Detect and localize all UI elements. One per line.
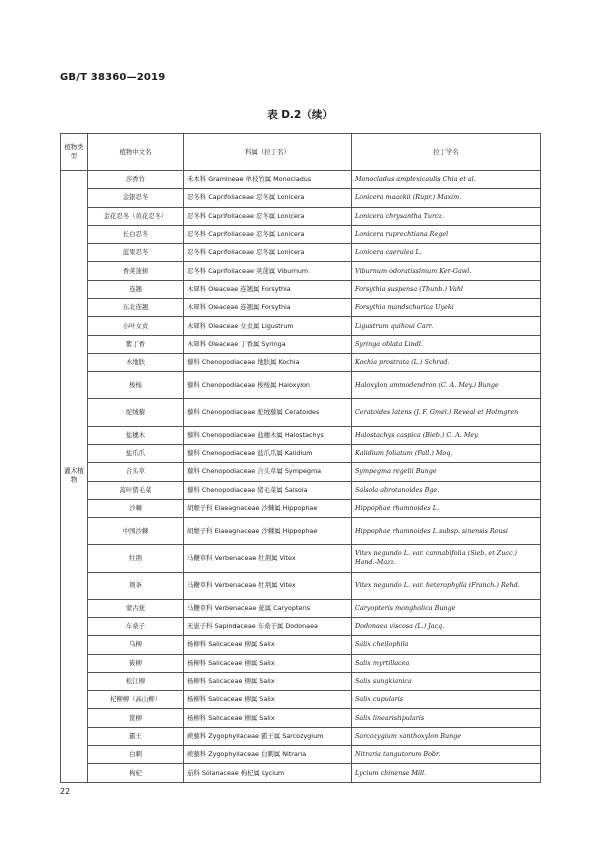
family-genus-cell: 胡颓子科 Elaeagnaceae 沙棘属 Hippophae [184,518,352,545]
latin-name-cell: Halostachys caspica (Bieb.) C. A. Mey. [352,426,541,444]
chinese-name-cell: 筐柳 [88,709,184,727]
family-genus-cell: 杨柳科 Salicaceae 柳属 Salix [184,691,352,709]
chinese-name-cell: 木地肤 [88,353,184,371]
family-genus-cell: 藜科 Chenopodiaceae 盐穗木属 Halostachys [184,426,352,444]
standard-number: GB/T 38360—2019 [60,72,166,83]
table-row [61,746,541,764]
family-genus-cell: 马鞭草科 Verbenaceae 牡荆属 Vitex [184,545,352,572]
table-row [61,189,541,207]
latin-name-cell: Salix sungkianica [352,672,541,690]
chinese-name-cell: 梭梭 [88,372,184,399]
table-caption: 表 D.2（续） [267,109,333,121]
table-row [61,280,541,298]
species-table [60,133,541,783]
family-genus-cell: 木犀科 Oleaceae 女贞属 Ligustrum [184,317,352,335]
family-genus-cell: 杨柳科 Salicaceae 柳属 Salix [184,654,352,672]
latin-name-cell: Caryopteris mongholica Bunge [352,599,541,617]
family-genus-cell: 杨柳科 Salicaceae 柳属 Salix [184,672,352,690]
table-row [61,335,541,353]
chinese-name-cell: 霸王 [88,727,184,745]
latin-name-cell: Monocladus amplexicaulis Chia et al. [352,171,541,189]
table-row [61,207,541,225]
chinese-name-cell: 蒿叶猪毛菜 [88,481,184,499]
header-plant-type: 植物类型 [61,134,88,171]
table-row [61,426,541,444]
table-row [61,709,541,727]
family-genus-cell: 藜科 Chenopodiaceae 驼绒藜属 Ceratoides [184,399,352,426]
page-number: 22 [60,787,71,796]
latin-name-cell: Kochia prostrata (L.) Schrad. [352,353,541,371]
chinese-name-cell: 合头草 [88,463,184,481]
chinese-name-cell: 莎香竹 [88,171,184,189]
family-genus-cell: 藜科 Chenopodiaceae 合头草属 Sympegma [184,463,352,481]
chinese-name-cell: 小叶女贞 [88,317,184,335]
family-genus-cell: 木犀科 Oleaceae 丁香属 Syringa [184,335,352,353]
latin-name-cell: Salix myrtillacea [352,654,541,672]
chinese-name-cell: 车桑子 [88,617,184,635]
table-row [61,654,541,672]
chinese-name-cell: 蓝果忍冬 [88,244,184,262]
latin-name-cell: Viburnum odoratissimum Ker-Gawl. [352,262,541,280]
family-genus-cell: 忍冬科 Caprifoliaceae 忍冬属 Lonicera [184,225,352,243]
chinese-name-cell: 盐穗木 [88,426,184,444]
family-genus-cell: 忍冬科 Caprifoliaceae 忍冬属 Lonicera [184,244,352,262]
table-row [61,672,541,690]
table-row [61,463,541,481]
chinese-name-cell: 枸杞 [88,764,184,782]
latin-name-cell: Salix cheilophila [352,636,541,654]
chinese-name-cell: 盐爪爪 [88,444,184,462]
table-row [61,399,541,426]
latin-name-cell: Ceratoides latens (J. F. Gmel.) Reveal et Holmgren [352,399,541,426]
chinese-name-cell: 香荚蒾树 [88,262,184,280]
family-genus-cell: 无患子科 Sapindaceae 车桑子属 Dodonaea [184,617,352,635]
latin-name-cell: Haloxylon ammodendron (C. A. Mey.) Bunge [352,372,541,399]
table-row [61,545,541,572]
latin-name-cell: Lonicera maackii (Rupr.) Maxim. [352,189,541,207]
chinese-name-cell: 东北连翘 [88,299,184,317]
latin-name-cell: Sympegma regelii Bunge [352,463,541,481]
table-row [61,499,541,517]
chinese-name-cell: 驼绒藜 [88,399,184,426]
table-row [61,636,541,654]
latin-name-cell: Ligustrum quihoui Carr. [352,317,541,335]
latin-name-cell: Forsythia suspensa (Thunb.) Vahl [352,280,541,298]
family-genus-cell: 忍冬科 Caprifoliaceae 忍冬属 Lonicera [184,189,352,207]
table-row [61,691,541,709]
chinese-name-cell: 蒙古莸 [88,599,184,617]
table-row [61,317,541,335]
chinese-name-cell: 金银忍冬 [88,189,184,207]
table-row [61,764,541,782]
table-row [61,171,541,189]
chinese-name-cell: 连翘 [88,280,184,298]
chinese-name-cell: 沙棘 [88,499,184,517]
chinese-name-cell: 杞柳柳（高山柳） [88,691,184,709]
table-row [61,599,541,617]
table-row [61,572,541,599]
header-family-genus: 科属（拉丁名） [184,134,352,171]
latin-name-cell: Vitex negundo L. var. heterophylla (Franch.) Rehd. [352,572,541,599]
family-genus-cell: 藜科 Chenopodiaceae 梭梭属 Haloxylon [184,372,352,399]
table-row [61,299,541,317]
latin-name-cell: Lonicera chrysantha Turcz. [352,207,541,225]
latin-name-cell: Lonicera ruprechtiana Regel [352,225,541,243]
header-chinese-name: 植物中文名 [88,134,184,171]
latin-name-cell: Sarcozygium xanthoxylon Bunge [352,727,541,745]
table-row [61,244,541,262]
latin-name-cell: Hippophae rhamnoides L.subsp. sinensis Rousi [352,518,541,545]
family-genus-cell: 杨柳科 Salicaceae 柳属 Salix [184,636,352,654]
plant-type-cell: 灌木植物 [61,171,88,783]
family-genus-cell: 藜科 Chenopodiaceae 猪毛菜属 Salsola [184,481,352,499]
family-genus-cell: 忍冬科 Caprifoliaceae 忍冬属 Lonicera [184,207,352,225]
latin-name-cell: Salsola abrotanoides Bge. [352,481,541,499]
latin-name-cell: Syringa oblata Lindl. [352,335,541,353]
family-genus-cell: 马鞭草科 Verbenaceae 牡荆属 Vitex [184,572,352,599]
latin-name-cell: Forsythia mandschurica Uyeki [352,299,541,317]
latin-name-cell: Vitex negundo L. var. cannabifolia (Sieb. et Zucc.) Hand.-Mazz. [352,545,541,572]
latin-name-cell: Lonicera caerulea L. [352,244,541,262]
latin-name-cell: Nitraria tangutorum Bobr. [352,746,541,764]
chinese-name-cell: 乌柳 [88,636,184,654]
latin-name-cell: Salix linearistipularis [352,709,541,727]
header-latin-name: 拉丁学名 [352,134,541,171]
table-row [61,372,541,399]
family-genus-cell: 藜科 Chenopodiaceae 盐爪爪属 Kalidium [184,444,352,462]
chinese-name-cell: 长白忍冬 [88,225,184,243]
table-row [61,225,541,243]
family-genus-cell: 藜科 Chenopodiaceae 地肤属 Kochia [184,353,352,371]
family-genus-cell: 茄科 Solanaceae 枸杞属 Lycium [184,764,352,782]
family-genus-cell: 蒺藜科 Zygophyllaceae 白刺属 Nitraria [184,746,352,764]
table-row [61,353,541,371]
family-genus-cell: 马鞭草科 Verbenaceae 莸属 Caryopteris [184,599,352,617]
chinese-name-cell: 筱柳 [88,654,184,672]
table-row [61,727,541,745]
latin-name-cell: Lycium chinense Mill. [352,764,541,782]
table-row [61,617,541,635]
chinese-name-cell: 金花忍冬（黄花忍冬） [88,207,184,225]
chinese-name-cell: 松江柳 [88,672,184,690]
table-row [61,444,541,462]
chinese-name-cell: 白刺 [88,746,184,764]
table-header-row [61,134,541,171]
family-genus-cell: 忍冬科 Caprifoliaceae 荚蒾属 Viburnum [184,262,352,280]
family-genus-cell: 杨柳科 Salicaceae 柳属 Salix [184,709,352,727]
family-genus-cell: 蒺藜科 Zygophyllaceae 霸王属 Sarcozygium [184,727,352,745]
chinese-name-cell: 牡荆 [88,545,184,572]
family-genus-cell: 木犀科 Oleaceae 连翘属 Forsythia [184,280,352,298]
chinese-name-cell: 紫丁香 [88,335,184,353]
family-genus-cell: 木犀科 Oleaceae 连翘属 Forsythia [184,299,352,317]
table-row [61,262,541,280]
family-genus-cell: 胡颓子科 Elaeagnaceae 沙棘属 Hippophae [184,499,352,517]
latin-name-cell: Salix cupularis [352,691,541,709]
latin-name-cell: Hippophae rhamnoides L. [352,499,541,517]
chinese-name-cell: 荆条 [88,572,184,599]
latin-name-cell: Kalidium foliatum (Pall.) Moq. [352,444,541,462]
family-genus-cell: 禾本科 Gramineae 单枝竹属 Monocladus [184,171,352,189]
table-row [61,518,541,545]
chinese-name-cell: 中国沙棘 [88,518,184,545]
table-row [61,481,541,499]
latin-name-cell: Dodonaea viscosa (L.) Jacq. [352,617,541,635]
